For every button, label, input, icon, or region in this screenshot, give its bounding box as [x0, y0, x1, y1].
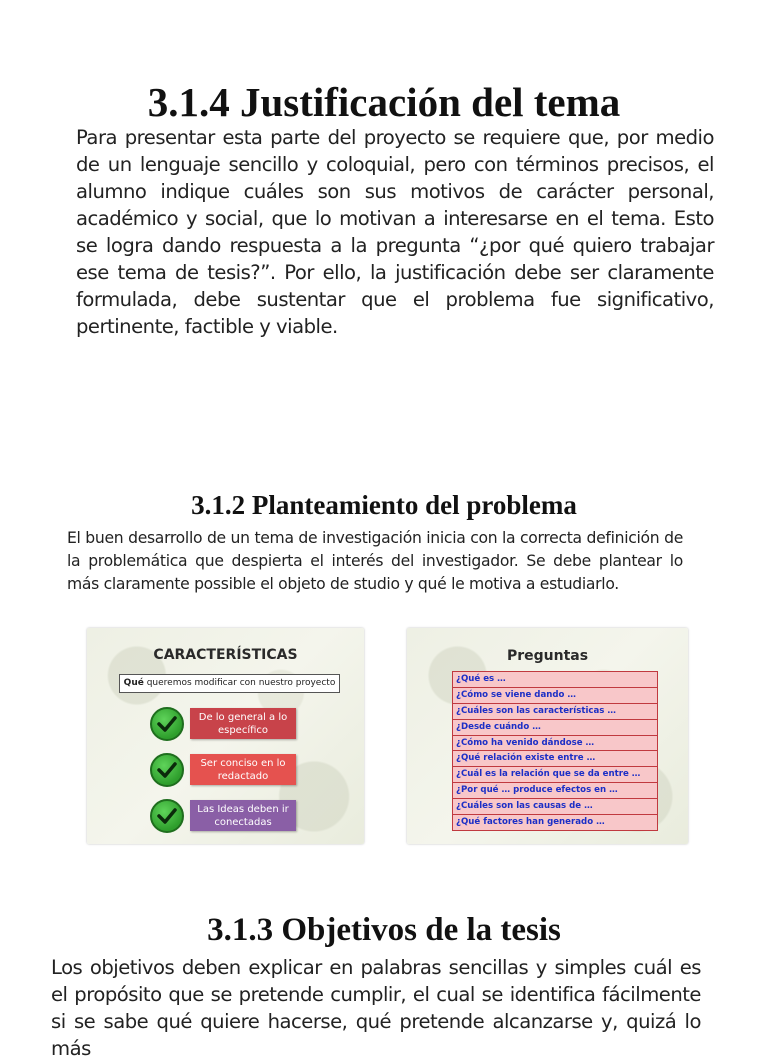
checkmark-icon: [150, 799, 184, 833]
modify-project-box: [119, 674, 340, 693]
caracteristicas-slide-title: CARACTERÍSTICAS: [153, 647, 298, 663]
characteristic-item: Las Ideas deben ir conectadas: [190, 800, 296, 831]
characteristic-item: De lo general a lo específico: [190, 708, 296, 739]
question-row: ¿Qué es …: [453, 672, 657, 688]
question-row: ¿Por qué … produce efectos en …: [453, 783, 657, 799]
question-row: ¿Cuál es la relación que se da entre …: [453, 767, 657, 783]
section-title-justificacion: 3.1.4 Justificación del tema: [147, 79, 621, 125]
preguntas-slide-title: Preguntas: [506, 648, 589, 664]
objetivos-paragraph: Los objetivos deben explicar en palabras sencillas y simples cuál es el propósito que se pretende cumplir, el cual se identifica fácilmente si se sabe qué quiere hacerse, qué pretende alcanzarse y, quizá lo más: [51, 956, 701, 1060]
modify-box-bold: Qué: [123, 678, 144, 688]
planteamiento-paragraph: El buen desarrollo de un tema de investigación inicia con la correcta definición de la problemática que despierta el interés del investigador. Se debe plantear lo más claramente possible el objeto de studio y qué le motiva a estudiarlo.: [67, 529, 683, 593]
question-row: ¿Cómo ha venido dándose …: [453, 736, 657, 752]
question-row: ¿Desde cuándo …: [453, 720, 657, 736]
question-row: ¿Qué relación existe entre …: [453, 751, 657, 767]
characteristic-item: Ser conciso en lo redactado: [190, 754, 296, 785]
question-row: ¿Cuáles son las causas de …: [453, 799, 657, 815]
preguntas-slide-image: [407, 628, 688, 844]
checkmark-icon: [150, 707, 184, 741]
section-title-planteamiento: 3.1.2 Planteamiento del problema: [191, 490, 577, 520]
question-row: ¿Cómo se viene dando …: [453, 688, 657, 704]
checkmark-icon: [150, 753, 184, 787]
caracteristicas-slide-image: [87, 628, 364, 844]
questions-table: [452, 671, 658, 831]
section-title-objetivos: 3.1.3 Objetivos de la tesis: [207, 912, 561, 948]
justificacion-paragraph: Para presentar esta parte del proyecto se requiere que, por medio de un lenguaje sencillo y coloquial, pero con términos precisos, el alumno indique cuáles son sus motivos de carácter personal, académico y social, que lo motivan a interesarse en el tema. Esto se logra dando respuesta a la pregunta “¿por qué quiero trabajar ese tema de tesis?”. Por ello, la justificación debe ser claramente formulada, debe sustentar que el problema fue significativo, pertinente, factible y viable.: [76, 126, 714, 338]
question-row: ¿Cuáles son las características …: [453, 704, 657, 720]
modify-box-text: queremos modificar con nuestro proyecto: [143, 678, 336, 688]
question-row: ¿Qué factores han generado …: [456, 817, 605, 828]
